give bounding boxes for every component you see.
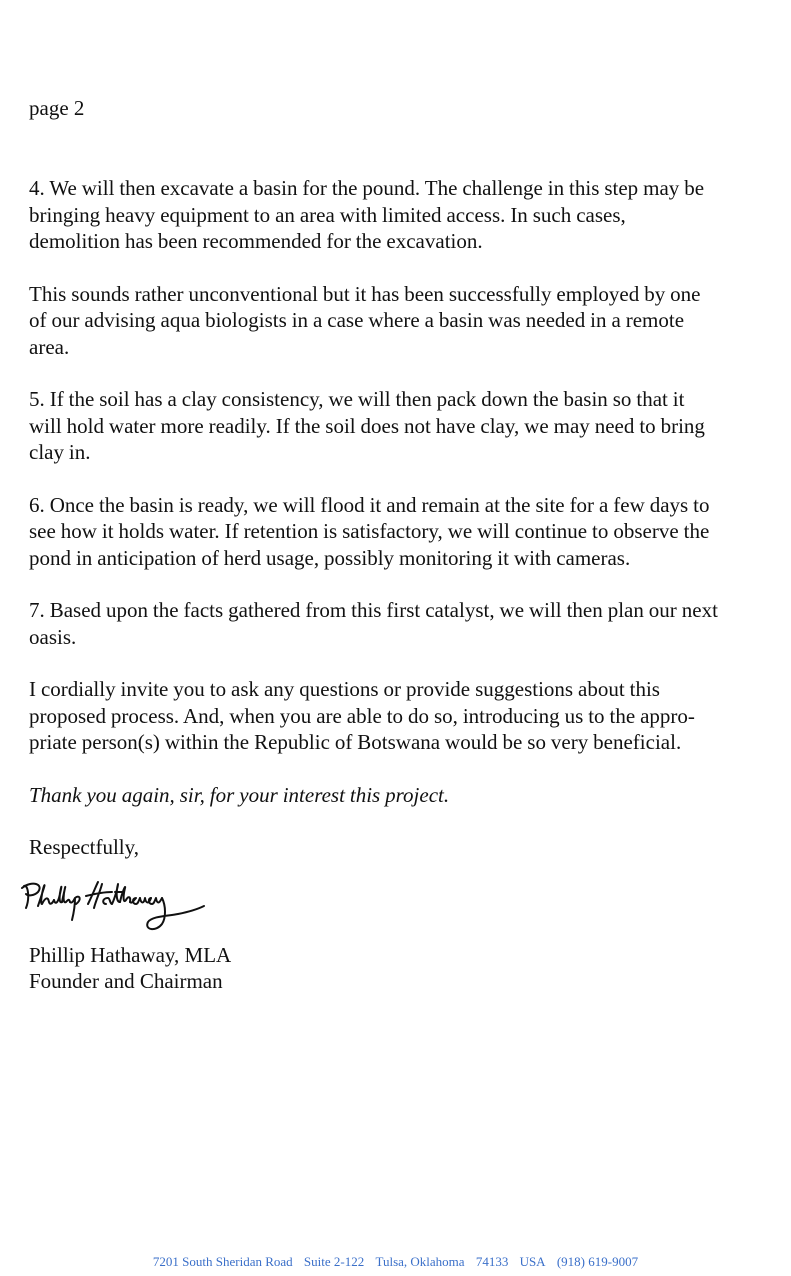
paragraph-step-6: 6. Once the basin is ready, we will flood it and remain at the site for a few days to see how it holds water. If retention is satisfactory, we will continue to observe the pond in anticipation of herd usage, possibly monitoring it with cameras. bbox=[29, 492, 710, 570]
footer-address bbox=[0, 1254, 791, 1270]
signer-name: Phillip Hathaway, MLA bbox=[29, 943, 232, 967]
thanks-line: Thank you again, sir, for your interest this project. bbox=[29, 782, 450, 807]
footer-country: USA bbox=[519, 1254, 546, 1269]
footer-street: 7201 South Sheridan Road bbox=[152, 1254, 293, 1269]
paragraph-step-5: 5. If the soil has a clay consistency, we will then pack down the basin so that it will hold water more readily. If the soil does not have clay, we may need to bring clay in. bbox=[29, 387, 705, 464]
paragraph-invitation: I cordially invite you to ask any questions or provide suggestions about this proposed process. And, when you are able to do so, introducing us to the appro- priate person(s) within the Republic of Botswana would be so very beneficial. bbox=[29, 677, 695, 754]
paragraph-step-7: 7. Based upon the facts gathered from this first catalyst, we will then plan our next oasis. bbox=[29, 598, 718, 649]
footer-suite: Suite 2-122 bbox=[303, 1254, 365, 1269]
handwritten-signature bbox=[18, 878, 218, 934]
page-number: page 2 bbox=[29, 96, 85, 120]
letter-body bbox=[29, 175, 774, 861]
footer-zip: 74133 bbox=[475, 1254, 509, 1269]
footer-city: Tulsa, Oklahoma bbox=[375, 1254, 465, 1269]
paragraph-step-4: 4. We will then excavate a basin for the pound. The challenge in this step may be bringing heavy equipment to an area with limited access. In such cases, demolition has been recommended for the excavation. bbox=[29, 176, 705, 253]
signer-title: Founder and Chairman bbox=[29, 969, 223, 993]
closing-salutation: Respectfully, bbox=[29, 835, 140, 859]
paragraph-unconventional: This sounds rather unconventional but it has been successfully employed by one of our advising aqua biologists in a case where a basin was needed in a remote area. bbox=[29, 281, 701, 359]
footer-phone: (918) 619-9007 bbox=[556, 1254, 639, 1269]
